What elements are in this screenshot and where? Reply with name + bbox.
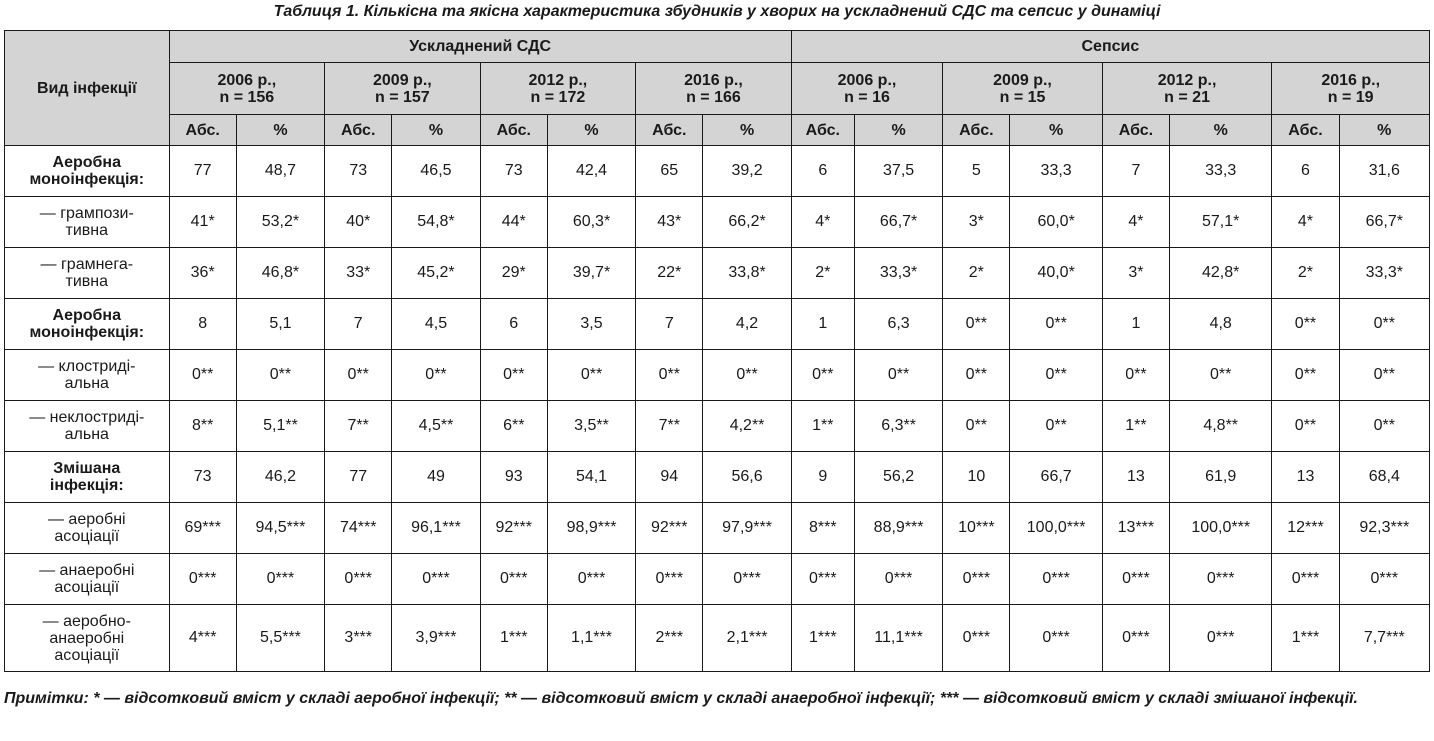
abs-cell: 22* [636, 248, 703, 299]
percent-cell: 0** [1010, 350, 1102, 401]
abs-cell: 0** [943, 350, 1010, 401]
percent-cell: 33,3* [854, 248, 942, 299]
percent-cell: 4,8 [1170, 299, 1272, 350]
percent-cell: 66,7* [1339, 197, 1429, 248]
percent-cell: 66,7 [1010, 452, 1102, 503]
percent-header: % [703, 115, 791, 146]
abs-cell: 0** [1102, 350, 1169, 401]
percent-cell: 48,7 [236, 146, 324, 197]
data-table [4, 30, 1430, 672]
period-header [325, 63, 481, 115]
abs-cell: 29* [480, 248, 547, 299]
period-year: 2006 р., [217, 71, 277, 89]
abs-cell: 0*** [325, 554, 392, 605]
abs-cell: 0*** [169, 554, 236, 605]
percent-cell: 56,6 [703, 452, 791, 503]
period-year: 2012 р., [528, 71, 588, 89]
percent-cell: 39,2 [703, 146, 791, 197]
percent-cell: 33,3* [1339, 248, 1429, 299]
percent-header: % [392, 115, 480, 146]
percent-cell: 33,3 [1170, 146, 1272, 197]
abs-cell: 2* [791, 248, 854, 299]
percent-cell: 4,5** [392, 401, 480, 452]
percent-cell: 0** [703, 350, 791, 401]
abs-cell: 8** [169, 401, 236, 452]
abs-cell: 2* [943, 248, 1010, 299]
abs-cell: 0*** [791, 554, 854, 605]
period-header [943, 63, 1103, 115]
period-n: n = 19 [1327, 88, 1374, 106]
abs-cell: 93 [480, 452, 547, 503]
abs-header: Абс. [480, 115, 547, 146]
abs-cell: 9 [791, 452, 854, 503]
abs-cell: 36* [169, 248, 236, 299]
abs-cell: 74*** [325, 503, 392, 554]
period-n: n = 157 [375, 88, 430, 106]
percent-cell: 0*** [854, 554, 942, 605]
abs-cell: 5 [943, 146, 1010, 197]
percent-cell: 2,1*** [703, 605, 791, 672]
percent-cell: 0*** [1010, 554, 1102, 605]
abs-cell: 7 [325, 299, 392, 350]
percent-cell: 97,9*** [703, 503, 791, 554]
abs-cell: 0*** [1102, 605, 1169, 672]
percent-cell: 0** [547, 350, 635, 401]
percent-header: % [547, 115, 635, 146]
percent-cell: 5,5*** [236, 605, 324, 672]
percent-cell: 0*** [1170, 605, 1272, 672]
percent-cell: 6,3** [854, 401, 942, 452]
row-label: — клостриді- альна [5, 350, 170, 401]
abs-cell: 8*** [791, 503, 854, 554]
percent-cell: 49 [392, 452, 480, 503]
abs-header: Абс. [1272, 115, 1339, 146]
row-label: Аеробна моноінфекція: [5, 146, 170, 197]
abs-cell: 6** [480, 401, 547, 452]
percent-header: % [854, 115, 942, 146]
percent-cell: 33,8* [703, 248, 791, 299]
abs-cell: 0*** [943, 605, 1010, 672]
percent-cell: 1,1*** [547, 605, 635, 672]
abs-cell: 2* [1272, 248, 1339, 299]
percent-cell: 100,0*** [1170, 503, 1272, 554]
percent-cell: 0*** [547, 554, 635, 605]
percent-cell: 46,5 [392, 146, 480, 197]
abs-cell: 41* [169, 197, 236, 248]
percent-cell: 31,6 [1339, 146, 1429, 197]
abs-cell: 1** [791, 401, 854, 452]
abs-cell: 1** [1102, 401, 1169, 452]
abs-cell: 43* [636, 197, 703, 248]
percent-cell: 96,1*** [392, 503, 480, 554]
row-label: Аеробна моноінфекція: [5, 299, 170, 350]
period-header [169, 63, 325, 115]
period-year: 2016 р., [684, 71, 743, 89]
percent-cell: 42,4 [547, 146, 635, 197]
percent-cell: 0*** [236, 554, 324, 605]
row-label: — анаеробні асоціації [5, 554, 170, 605]
period-header [1272, 63, 1430, 115]
abs-cell: 92*** [636, 503, 703, 554]
period-n: n = 21 [1164, 88, 1210, 106]
percent-header: % [1010, 115, 1102, 146]
percent-cell: 4,5 [392, 299, 480, 350]
period-year: 2009 р., [993, 71, 1052, 89]
abs-header: Абс. [1102, 115, 1169, 146]
abs-cell: 1 [1102, 299, 1169, 350]
period-header [791, 63, 943, 115]
abs-cell: 10 [943, 452, 1010, 503]
percent-cell: 7,7*** [1339, 605, 1429, 672]
abs-header: Абс. [943, 115, 1010, 146]
row-label: Змішана інфекція: [5, 452, 170, 503]
row-label: — грамнега- тивна [5, 248, 170, 299]
percent-cell: 60,3* [547, 197, 635, 248]
column-header-kind: Вид інфекції [5, 31, 170, 146]
table-row [5, 401, 1430, 452]
table-row [5, 146, 1430, 197]
abs-cell: 3* [943, 197, 1010, 248]
abs-cell: 92*** [480, 503, 547, 554]
table-row [5, 503, 1430, 554]
abs-cell: 1*** [791, 605, 854, 672]
percent-cell: 56,2 [854, 452, 942, 503]
period-header [480, 63, 636, 115]
abs-cell: 1*** [1272, 605, 1339, 672]
row-label: — аеробні асоціації [5, 503, 170, 554]
abs-cell: 3* [1102, 248, 1169, 299]
table-row [5, 554, 1430, 605]
percent-header: % [1170, 115, 1272, 146]
table-caption: Таблиця 1. Кількісна та якісна характеристика збудників у хворих на ускладнений СДС та сепсис у динаміці [273, 3, 1161, 20]
table-row [5, 197, 1430, 248]
percent-cell: 3,5 [547, 299, 635, 350]
percent-cell: 53,2* [236, 197, 324, 248]
percent-cell: 0** [854, 350, 942, 401]
percent-cell: 46,8* [236, 248, 324, 299]
abs-cell: 0** [1272, 350, 1339, 401]
abs-cell: 0*** [1102, 554, 1169, 605]
period-header [636, 63, 792, 115]
percent-cell: 37,5 [854, 146, 942, 197]
period-year: 2012 р., [1157, 71, 1217, 89]
percent-cell: 46,2 [236, 452, 324, 503]
abs-cell: 6 [791, 146, 854, 197]
percent-cell: 60,0* [1010, 197, 1102, 248]
group-header-sds: Ускладнений СДС [169, 31, 791, 63]
percent-cell: 0*** [1170, 554, 1272, 605]
period-year: 2006 р., [837, 71, 897, 89]
abs-cell: 7** [636, 401, 703, 452]
abs-cell: 65 [636, 146, 703, 197]
abs-cell: 0** [169, 350, 236, 401]
abs-cell: 3*** [325, 605, 392, 672]
percent-cell: 4,2 [703, 299, 791, 350]
percent-cell: 0*** [1339, 554, 1429, 605]
row-label: — аеробно- анаеробні асоціації [5, 605, 170, 672]
table-row [5, 248, 1430, 299]
percent-header: % [236, 115, 324, 146]
abs-cell: 40* [325, 197, 392, 248]
abs-cell: 0*** [636, 554, 703, 605]
abs-cell: 1 [791, 299, 854, 350]
abs-cell: 13*** [1102, 503, 1169, 554]
percent-cell: 0** [1010, 401, 1102, 452]
percent-cell: 98,9*** [547, 503, 635, 554]
abs-cell: 6 [480, 299, 547, 350]
abs-cell: 2*** [636, 605, 703, 672]
abs-cell: 0*** [943, 554, 1010, 605]
period-header [1102, 63, 1272, 115]
period-n: n = 172 [530, 88, 586, 106]
percent-cell: 3,5** [547, 401, 635, 452]
period-n: n = 15 [999, 88, 1046, 106]
abs-cell: 33* [325, 248, 392, 299]
percent-cell: 66,2* [703, 197, 791, 248]
abs-cell: 44* [480, 197, 547, 248]
abs-cell: 4* [791, 197, 854, 248]
percent-cell: 0** [236, 350, 324, 401]
percent-cell: 4,2** [703, 401, 791, 452]
abs-cell: 13 [1102, 452, 1169, 503]
abs-header: Абс. [169, 115, 236, 146]
percent-cell: 68,4 [1339, 452, 1429, 503]
percent-cell: 66,7* [854, 197, 942, 248]
percent-cell: 92,3*** [1339, 503, 1429, 554]
abs-cell: 73 [480, 146, 547, 197]
percent-cell: 57,1* [1170, 197, 1272, 248]
percent-cell: 4,8** [1170, 401, 1272, 452]
table-notes: Примітки: * — відсотковий вміст у складі аеробної інфекції; ** — відсотковий вміст у складі анаеробної інфекції; *** — відсотковий вміст у складі змішаної інфекції. [4, 690, 1358, 707]
percent-cell: 11,1*** [854, 605, 942, 672]
percent-cell: 40,0* [1010, 248, 1102, 299]
percent-cell: 42,8* [1170, 248, 1272, 299]
abs-cell: 0** [480, 350, 547, 401]
percent-cell: 61,9 [1170, 452, 1272, 503]
percent-cell: 0** [1339, 350, 1429, 401]
abs-cell: 12*** [1272, 503, 1339, 554]
abs-cell: 7 [1102, 146, 1169, 197]
percent-cell: 6,3 [854, 299, 942, 350]
table-row [5, 299, 1430, 350]
table-row [5, 350, 1430, 401]
percent-cell: 3,9*** [392, 605, 480, 672]
abs-cell: 1*** [480, 605, 547, 672]
percent-cell: 0*** [703, 554, 791, 605]
abs-cell: 6 [1272, 146, 1339, 197]
abs-cell: 0** [943, 401, 1010, 452]
group-header-sepsis: Сепсис [791, 31, 1429, 63]
row-label: — неклостриді- альна [5, 401, 170, 452]
abs-cell: 0** [1272, 299, 1339, 350]
percent-cell: 33,3 [1010, 146, 1102, 197]
abs-cell: 77 [169, 146, 236, 197]
abs-header: Абс. [791, 115, 854, 146]
percent-cell: 45,2* [392, 248, 480, 299]
abs-cell: 4*** [169, 605, 236, 672]
abs-cell: 0** [943, 299, 1010, 350]
percent-cell: 0*** [1010, 605, 1102, 672]
period-year: 2009 р., [373, 71, 432, 89]
abs-cell: 0** [791, 350, 854, 401]
row-label: — грампози- тивна [5, 197, 170, 248]
abs-cell: 73 [169, 452, 236, 503]
abs-cell: 7** [325, 401, 392, 452]
table-row [5, 452, 1430, 503]
percent-cell: 54,1 [547, 452, 635, 503]
period-n: n = 16 [844, 88, 890, 106]
abs-cell: 69*** [169, 503, 236, 554]
percent-header: % [1339, 115, 1429, 146]
percent-cell: 0** [1339, 299, 1429, 350]
percent-cell: 0** [392, 350, 480, 401]
abs-header: Абс. [325, 115, 392, 146]
abs-cell: 0** [1272, 401, 1339, 452]
abs-cell: 94 [636, 452, 703, 503]
abs-cell: 0*** [480, 554, 547, 605]
abs-cell: 0*** [1272, 554, 1339, 605]
percent-cell: 88,9*** [854, 503, 942, 554]
abs-cell: 77 [325, 452, 392, 503]
abs-cell: 13 [1272, 452, 1339, 503]
abs-cell: 7 [636, 299, 703, 350]
percent-cell: 0** [1010, 299, 1102, 350]
table-row [5, 605, 1430, 672]
abs-cell: 4* [1102, 197, 1169, 248]
abs-cell: 73 [325, 146, 392, 197]
percent-cell: 94,5*** [236, 503, 324, 554]
abs-header: Абс. [636, 115, 703, 146]
percent-cell: 5,1** [236, 401, 324, 452]
percent-cell: 5,1 [236, 299, 324, 350]
abs-cell: 10*** [943, 503, 1010, 554]
period-year: 2016 р., [1321, 71, 1381, 89]
abs-cell: 8 [169, 299, 236, 350]
percent-cell: 100,0*** [1010, 503, 1102, 554]
percent-cell: 0** [1170, 350, 1272, 401]
abs-cell: 0** [636, 350, 703, 401]
percent-cell: 54,8* [392, 197, 480, 248]
percent-cell: 0** [1339, 401, 1429, 452]
period-n: n = 166 [686, 88, 741, 106]
period-n: n = 156 [219, 88, 275, 106]
percent-cell: 0*** [392, 554, 480, 605]
abs-cell: 4* [1272, 197, 1339, 248]
percent-cell: 39,7* [547, 248, 635, 299]
abs-cell: 0** [325, 350, 392, 401]
